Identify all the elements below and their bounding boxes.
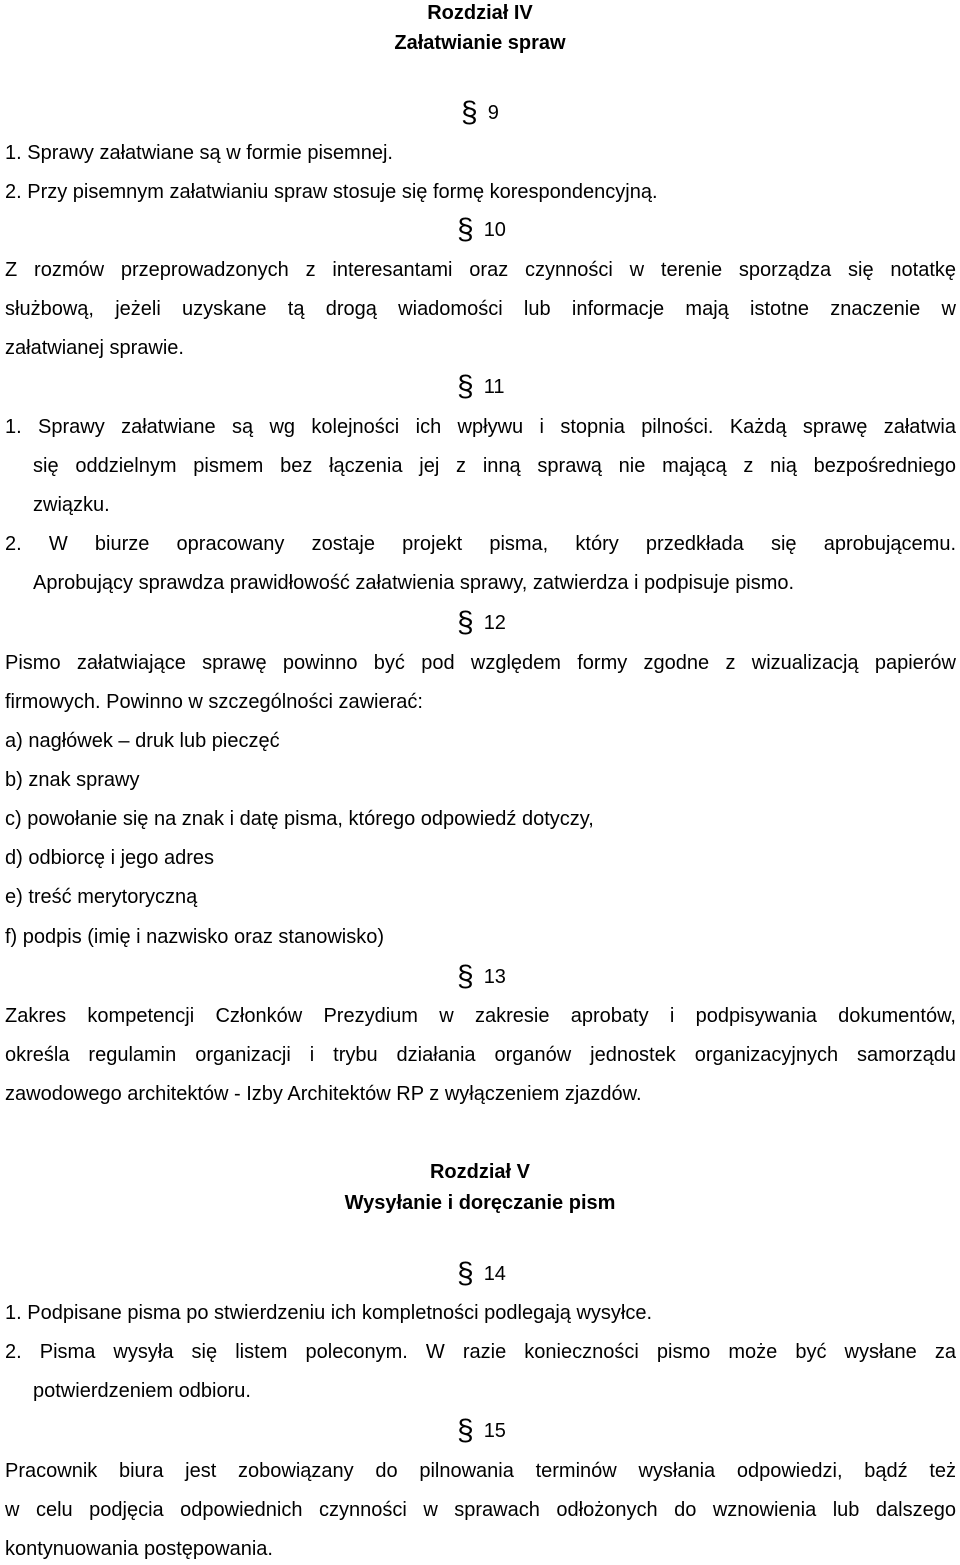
section-number: 14 [483, 1263, 506, 1285]
paragraph-line: zawodowego architektów - Izby Architektów RP z wyłączeniem zjazdów. [5, 1083, 642, 1105]
section-number: 10 [483, 219, 506, 241]
list-item: c) powołanie się na znak i datę pisma, którego odpowiedź dotyczy, [5, 808, 594, 830]
paragraph-line: się oddzielnym pismem bez łączenia jej z inną sprawą nie mającą z nią bezpośredniego [33, 455, 956, 477]
section-symbol: § [457, 1414, 474, 1447]
list-item: f) podpis (imię i nazwisko oraz stanowisko) [5, 926, 385, 948]
section-symbol: § [457, 960, 474, 993]
paragraph-line: potwierdzeniem odbioru. [33, 1380, 251, 1402]
paragraph-line: Zakres kompetencji Członków Prezydium w zakresie aprobaty i podpisywania dokumentów, [5, 1005, 956, 1027]
paragraph-line: Pracownik biura jest zobowiązany do pilnowania terminów wysłania odpowiedzi, bądź też [5, 1460, 956, 1482]
paragraph-line: kontynuowania postępowania. [5, 1538, 273, 1560]
section-number: 15 [483, 1420, 506, 1442]
section-number: 9 [487, 102, 499, 124]
paragraph-line: 2. Pisma wysyła się listem poleconym. W razie konieczności pismo może być wysłane za [5, 1341, 956, 1363]
paragraph-line: 1. Sprawy załatwiane są w formie pisemnej. [5, 142, 393, 164]
chapter-subtitle: Wysyłanie i doręczanie pism [344, 1192, 616, 1214]
list-item: b) znak sprawy [5, 769, 140, 791]
paragraph-line: Pismo załatwiające sprawę powinno być pod względem formy zgodne z wizualizacją papierów [5, 652, 956, 674]
chapter-title: Rozdział IV [427, 2, 533, 24]
section-heading-10 [457, 213, 506, 246]
section-heading-9 [461, 96, 499, 129]
paragraph-line: służbową, jeżeli uzyskane tą drogą wiadomości lub informacje mają istotne znaczenie w [5, 298, 956, 320]
section-number: 13 [483, 966, 506, 988]
section-symbol: § [457, 213, 474, 246]
paragraph-line: Z rozmów przeprowadzonych z interesantami oraz czynności w terenie sporządza się notatkę [5, 259, 956, 281]
list-item: a) nagłówek – druk lub pieczęć [5, 730, 280, 752]
section-number: 11 [483, 376, 505, 398]
section-symbol: § [457, 370, 474, 403]
section-heading-14 [457, 1257, 506, 1290]
paragraph-line: związku. [33, 494, 110, 516]
chapter-title: Rozdział V [429, 1161, 530, 1183]
section-symbol: § [461, 96, 478, 129]
paragraph-line: załatwianej sprawie. [5, 337, 184, 359]
section-heading-11 [457, 370, 505, 403]
list-item: d) odbiorcę i jego adres [5, 847, 215, 869]
paragraph-line: Aprobujący sprawdza prawidłowość załatwienia sprawy, zatwierdza i podpisuje pismo. [33, 572, 795, 594]
section-heading-15 [457, 1414, 506, 1447]
paragraph-line: firmowych. Powinno w szczególności zawierać: [5, 691, 423, 713]
paragraph-line: w celu podjęcia odpowiednich czynności w sprawach odłożonych do wznowienia lub dalszego [5, 1499, 956, 1521]
paragraph-line: 1. Sprawy załatwiane są wg kolejności ich wpływu i stopnia pilności. Każdą sprawę załatwia [5, 416, 956, 438]
paragraph-line: 1. Podpisane pisma po stwierdzeniu ich kompletności podlegają wysyłce. [5, 1302, 653, 1324]
section-symbol: § [457, 606, 474, 639]
section-heading-12 [457, 606, 506, 639]
section-heading-13 [457, 960, 506, 993]
paragraph-line: 2. Przy pisemnym załatwianiu spraw stosuje się formę korespondencyjną. [5, 181, 658, 203]
section-symbol: § [457, 1257, 474, 1290]
paragraph-line: 2. W biurze opracowany zostaje projekt pisma, który przedkłada się aprobującemu. [5, 533, 956, 555]
section-number: 12 [483, 612, 506, 634]
paragraph-line: określa regulamin organizacji i trybu działania organów jednostek organizacyjnych samorządu [5, 1044, 956, 1066]
chapter-subtitle: Załatwianie spraw [394, 32, 566, 54]
list-item: e) treść merytoryczną [5, 886, 198, 908]
